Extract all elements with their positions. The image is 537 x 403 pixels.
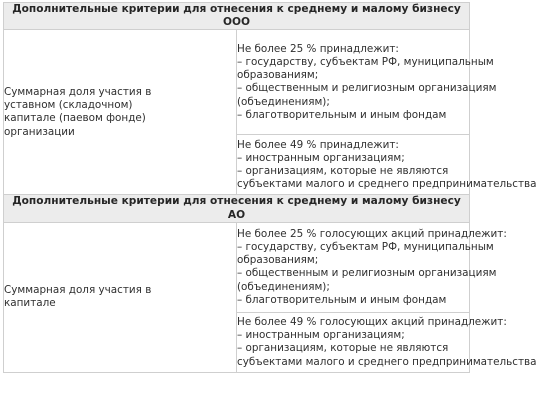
criteria-table: [3, 2, 537, 373]
criterion-line: (объединениям);: [237, 280, 330, 293]
criterion-label-ooo: [4, 30, 237, 195]
criterion-line: – государству, субъектам РФ, муниципальным: [237, 240, 494, 253]
criterion-line: – организациям, которые не являются: [237, 342, 449, 355]
criterion-line: субъектами малого и среднего предпринимательства: [237, 355, 537, 368]
criterion-line: Не более 49 % принадлежит:: [237, 138, 399, 151]
criterion-label-line: Суммарная доля участия в: [4, 86, 152, 98]
criterion-label-line: уставном (складочном): [4, 99, 133, 112]
criterion-line: – иностранным организациям;: [237, 329, 405, 342]
table-row: [4, 222, 470, 312]
criterion-cell-ooo-49: [237, 135, 537, 195]
criterion-line: образованиям;: [237, 69, 319, 82]
criterion-label-line: капитале (паевом фонде): [4, 112, 146, 125]
criterion-cell-ao-49: [237, 312, 537, 372]
section-header-ao: Дополнительные критерии для отнесения к среднему и малому бизнесу АО: [4, 195, 470, 222]
criterion-line: – благотворительным и иным фондам: [237, 108, 447, 121]
section-header-ooo: Дополнительные критерии для отнесения к среднему и малому бизнесу ООО: [4, 3, 470, 30]
criterion-label-line: организации: [4, 125, 75, 138]
criterion-line: – организациям, которые не являются: [237, 164, 449, 177]
criterion-line: – общественным и религиозным организациям: [237, 82, 497, 95]
criterion-line: – иностранным организациям;: [237, 151, 405, 164]
criterion-line: (объединениям);: [237, 95, 330, 108]
criterion-label-line: Суммарная доля участия в: [4, 284, 152, 297]
criterion-line: Не более 25 % голосующих акций принадлежит:: [237, 227, 507, 240]
criterion-line: – государству, субъектам РФ, муниципальным: [237, 56, 494, 68]
criterion-line: Не более 25 % принадлежит:: [237, 42, 399, 55]
section-header-row: [4, 3, 470, 30]
criterion-line: образованиям;: [237, 254, 319, 267]
criterion-line: – общественным и религиозным организациям: [237, 267, 497, 280]
criterion-label-line: капитале: [4, 297, 56, 310]
criterion-label-ao: [4, 222, 237, 372]
table-row: [4, 30, 470, 135]
criterion-line: Не более 49 % голосующих акций принадлежит:: [237, 315, 507, 328]
section-header-row: [4, 195, 470, 222]
criterion-line: – благотворительным и иным фондам: [237, 293, 447, 306]
criterion-cell-ooo-25: [237, 30, 497, 135]
criterion-line: субъектами малого и среднего предпринимательства: [237, 178, 537, 191]
criterion-cell-ao-25: [237, 222, 507, 312]
